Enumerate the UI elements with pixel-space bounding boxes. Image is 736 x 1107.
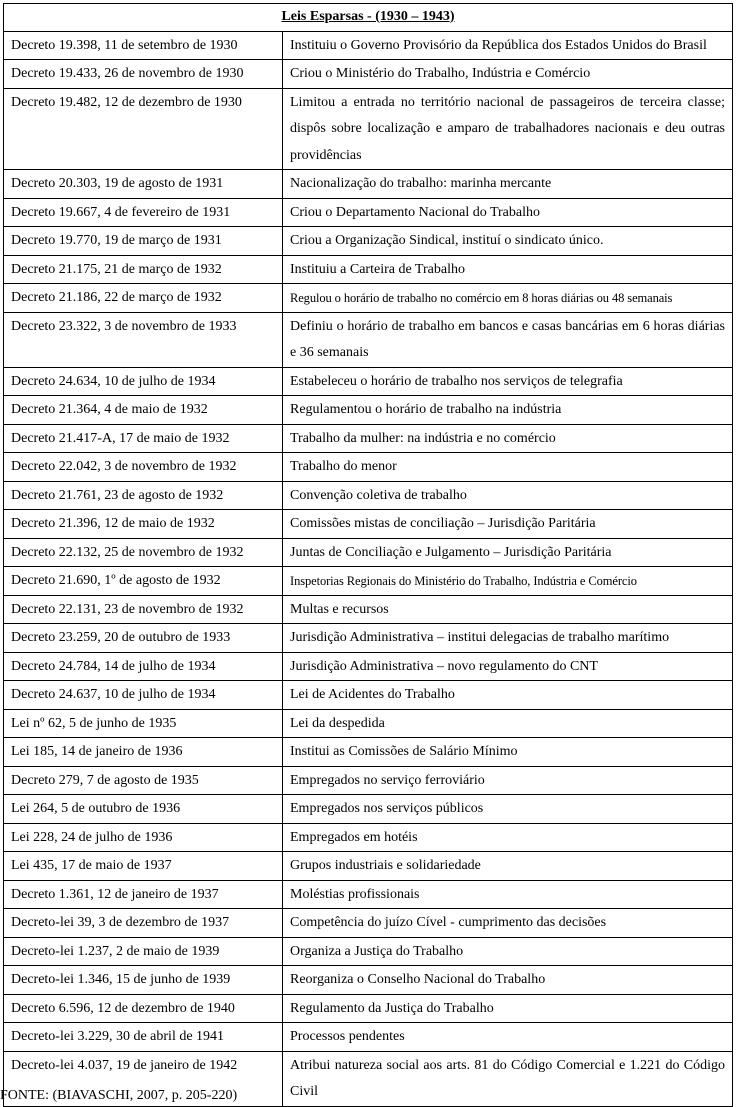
law-cell: Decreto-lei 4.037, 19 de janeiro de 1942 bbox=[4, 1051, 283, 1106]
table-row bbox=[4, 198, 733, 227]
table-row bbox=[4, 255, 733, 284]
law-cell: Lei 435, 17 de maio de 1937 bbox=[4, 852, 283, 881]
description-cell: Organiza a Justiça do Trabalho bbox=[283, 937, 733, 966]
table-row bbox=[4, 823, 733, 852]
description-cell: Regulou o horário de trabalho no comércio em 8 horas diárias ou 48 semanais bbox=[283, 284, 733, 313]
law-cell: Decreto 24.637, 10 de julho de 1934 bbox=[4, 681, 283, 710]
document bbox=[3, 3, 732, 1107]
table-row bbox=[4, 31, 733, 60]
table-row bbox=[4, 766, 733, 795]
description-cell: Instituiu a Carteira de Trabalho bbox=[283, 255, 733, 284]
law-cell: Decreto 22.042, 3 de novembro de 1932 bbox=[4, 453, 283, 482]
table-row bbox=[4, 227, 733, 256]
law-cell: Decreto 23.259, 20 de outubro de 1933 bbox=[4, 624, 283, 653]
law-cell: Decreto 1.361, 12 de janeiro de 1937 bbox=[4, 880, 283, 909]
law-cell: Decreto 21.396, 12 de maio de 1932 bbox=[4, 510, 283, 539]
description-cell: Estabeleceu o horário de trabalho nos serviços de telegrafia bbox=[283, 367, 733, 396]
table-row bbox=[4, 1023, 733, 1052]
laws-table bbox=[3, 3, 733, 1107]
table-row bbox=[4, 453, 733, 482]
table-row bbox=[4, 60, 733, 89]
law-cell: Decreto 24.634, 10 de julho de 1934 bbox=[4, 367, 283, 396]
source-note: FONTE: (BIAVASCHI, 2007, p. 205-220) bbox=[0, 1088, 238, 1103]
description-cell: Reorganiza o Conselho Nacional do Trabalho bbox=[283, 966, 733, 995]
description-cell: Convenção coletiva de trabalho bbox=[283, 481, 733, 510]
law-cell: Decreto 19.667, 4 de fevereiro de 1931 bbox=[4, 198, 283, 227]
table-row bbox=[4, 538, 733, 567]
law-cell: Decreto 6.596, 12 de dezembro de 1940 bbox=[4, 994, 283, 1023]
description-cell: Nacionalização do trabalho: marinha mercante bbox=[283, 170, 733, 199]
law-cell: Decreto-lei 1.237, 2 de maio de 1939 bbox=[4, 937, 283, 966]
table-row bbox=[4, 624, 733, 653]
law-cell: Decreto 20.303, 19 de agosto de 1931 bbox=[4, 170, 283, 199]
description-cell: Juntas de Conciliação e Julgamento – Jurisdição Paritária bbox=[283, 538, 733, 567]
description-cell: Processos pendentes bbox=[283, 1023, 733, 1052]
description-cell: Multas e recursos bbox=[283, 595, 733, 624]
law-cell: Decreto 23.322, 3 de novembro de 1933 bbox=[4, 312, 283, 367]
law-cell: Decreto 19.433, 26 de novembro de 1930 bbox=[4, 60, 283, 89]
description-cell: Empregados nos serviços públicos bbox=[283, 795, 733, 824]
table-row bbox=[4, 738, 733, 767]
law-cell: Decreto-lei 1.346, 15 de junho de 1939 bbox=[4, 966, 283, 995]
table-row bbox=[4, 312, 733, 367]
law-cell: Decreto 21.364, 4 de maio de 1932 bbox=[4, 396, 283, 425]
law-cell: Lei nº 62, 5 de junho de 1935 bbox=[4, 709, 283, 738]
table-row bbox=[4, 880, 733, 909]
description-cell: Atribui natureza social aos arts. 81 do Código Comercial e 1.221 do Código Civil bbox=[283, 1051, 733, 1106]
table-row bbox=[4, 367, 733, 396]
law-cell: Decreto 19.770, 19 de março de 1931 bbox=[4, 227, 283, 256]
table-title: Leis Esparsas - (1930 – 1943) bbox=[4, 4, 733, 32]
law-cell: Lei 264, 5 de outubro de 1936 bbox=[4, 795, 283, 824]
table-row bbox=[4, 681, 733, 710]
table-row bbox=[4, 510, 733, 539]
description-cell: Lei da despedida bbox=[283, 709, 733, 738]
law-cell: Decreto-lei 3.229, 30 de abril de 1941 bbox=[4, 1023, 283, 1052]
description-cell: Regulamento da Justiça do Trabalho bbox=[283, 994, 733, 1023]
table-row bbox=[4, 966, 733, 995]
law-cell: Decreto 21.417-A, 17 de maio de 1932 bbox=[4, 424, 283, 453]
table-row bbox=[4, 709, 733, 738]
description-cell: Jurisdição Administrativa – novo regulamento do CNT bbox=[283, 652, 733, 681]
law-cell: Decreto 21.175, 21 de março de 1932 bbox=[4, 255, 283, 284]
law-cell: Decreto 19.398, 11 de setembro de 1930 bbox=[4, 31, 283, 60]
table-body bbox=[4, 31, 733, 1106]
description-cell: Moléstias profissionais bbox=[283, 880, 733, 909]
table-row bbox=[4, 652, 733, 681]
description-cell: Empregados em hotéis bbox=[283, 823, 733, 852]
description-cell: Institui as Comissões de Salário Mínimo bbox=[283, 738, 733, 767]
description-cell: Comissões mistas de conciliação – Jurisdição Paritária bbox=[283, 510, 733, 539]
description-cell: Instituiu o Governo Provisório da República dos Estados Unidos do Brasil bbox=[283, 31, 733, 60]
description-cell: Regulamentou o horário de trabalho na indústria bbox=[283, 396, 733, 425]
table-row bbox=[4, 396, 733, 425]
law-cell: Decreto 21.690, 1º de agosto de 1932 bbox=[4, 567, 283, 596]
description-cell: Criou o Departamento Nacional do Trabalho bbox=[283, 198, 733, 227]
description-cell: Jurisdição Administrativa – institui delegacias de trabalho marítimo bbox=[283, 624, 733, 653]
table-row bbox=[4, 852, 733, 881]
law-cell: Decreto 21.761, 23 de agosto de 1932 bbox=[4, 481, 283, 510]
table-row bbox=[4, 567, 733, 596]
law-cell: Decreto 21.186, 22 de março de 1932 bbox=[4, 284, 283, 313]
table-row bbox=[4, 937, 733, 966]
description-cell: Criou a Organização Sindical, instituí o sindicato único. bbox=[283, 227, 733, 256]
description-cell: Empregados no serviço ferroviário bbox=[283, 766, 733, 795]
table-row bbox=[4, 424, 733, 453]
table-row bbox=[4, 595, 733, 624]
description-cell: Inspetorias Regionais do Ministério do Trabalho, Indústria e Comércio bbox=[283, 567, 733, 596]
table-row bbox=[4, 170, 733, 199]
description-cell: Trabalho da mulher: na indústria e no comércio bbox=[283, 424, 733, 453]
law-cell: Decreto 22.131, 23 de novembro de 1932 bbox=[4, 595, 283, 624]
description-cell: Limitou a entrada no território nacional de passageiros de terceira classe; dispôs sobre localização e amparo de trabalhadores nacionais e deu outras providências bbox=[283, 88, 733, 170]
law-cell: Decreto 279, 7 de agosto de 1935 bbox=[4, 766, 283, 795]
table-row bbox=[4, 481, 733, 510]
description-cell: Lei de Acidentes do Trabalho bbox=[283, 681, 733, 710]
table-row bbox=[4, 994, 733, 1023]
table-row bbox=[4, 909, 733, 938]
law-cell: Decreto 22.132, 25 de novembro de 1932 bbox=[4, 538, 283, 567]
description-cell: Grupos industriais e solidariedade bbox=[283, 852, 733, 881]
description-cell: Trabalho do menor bbox=[283, 453, 733, 482]
table-row bbox=[4, 88, 733, 170]
table-row bbox=[4, 284, 733, 313]
description-cell: Definiu o horário de trabalho em bancos e casas bancárias em 6 horas diárias e 36 semanais bbox=[283, 312, 733, 367]
law-cell: Decreto 24.784, 14 de julho de 1934 bbox=[4, 652, 283, 681]
law-cell: Lei 185, 14 de janeiro de 1936 bbox=[4, 738, 283, 767]
description-cell: Criou o Ministério do Trabalho, Indústria e Comércio bbox=[283, 60, 733, 89]
law-cell: Lei 228, 24 de julho de 1936 bbox=[4, 823, 283, 852]
description-cell: Competência do juízo Cível - cumprimento das decisões bbox=[283, 909, 733, 938]
law-cell: Decreto-lei 39, 3 de dezembro de 1937 bbox=[4, 909, 283, 938]
law-cell: Decreto 19.482, 12 de dezembro de 1930 bbox=[4, 88, 283, 170]
table-row bbox=[4, 795, 733, 824]
